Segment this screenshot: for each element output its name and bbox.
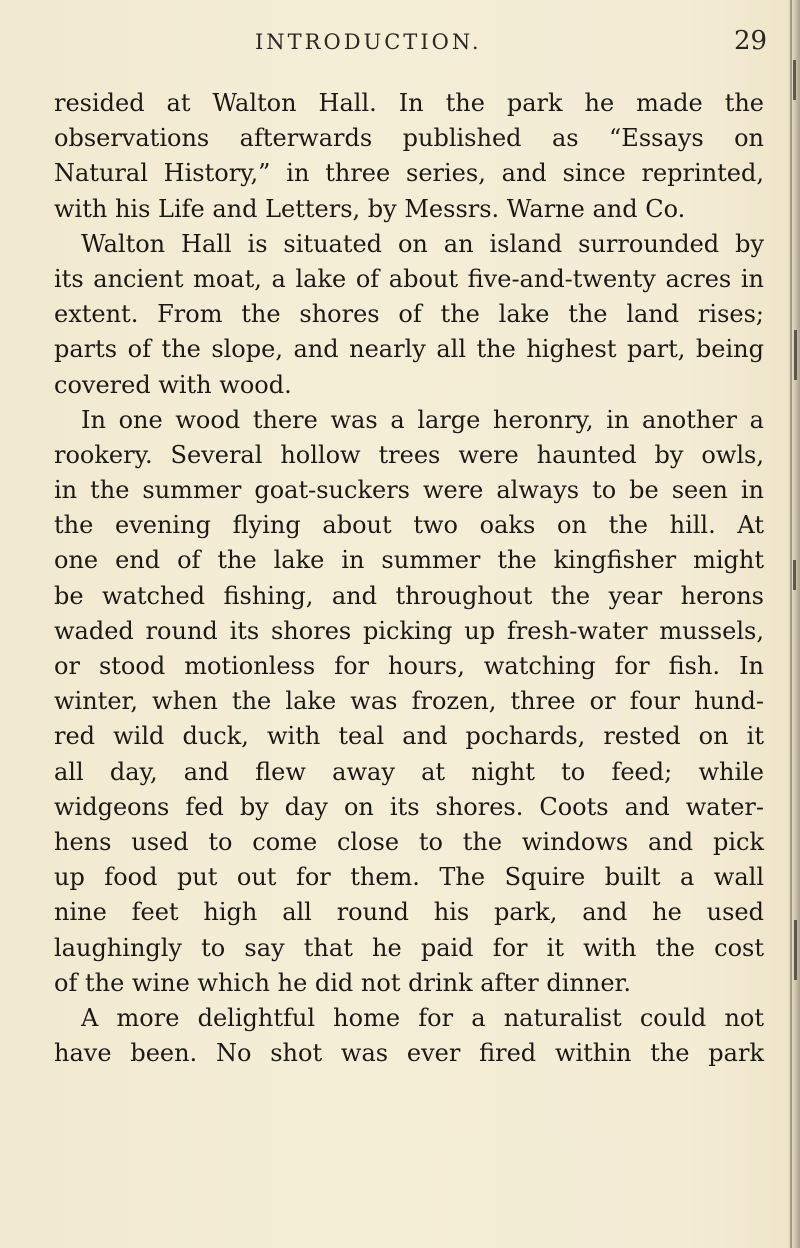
text-line: Natural History,” in three series, and since reprinted,	[54, 159, 764, 188]
page-header	[0, 18, 800, 58]
text-line: have been. No shot was ever fired within the park	[54, 1039, 764, 1068]
text-line: its ancient moat, a lake of about five-and-twenty acres in	[54, 264, 764, 293]
edge-mark	[794, 330, 797, 380]
text-line: observations afterwards published as “Essays on	[54, 124, 764, 153]
body-text	[54, 86, 764, 1071]
page-edge-shadow	[786, 0, 800, 1248]
text-line: of the wine which he did not drink after dinner.	[54, 968, 632, 997]
running-head: INTRODUCTION.	[255, 30, 482, 54]
text-line: In one wood there was a large heronry, in another a	[81, 405, 764, 434]
text-line: extent. From the shores of the lake the land rises;	[54, 300, 764, 329]
text-line: covered with wood.	[54, 370, 292, 399]
text-line: up food put out for them. The Squire built a wall	[54, 863, 764, 892]
text-line: or stood motionless for hours, watching for fish. In	[54, 652, 764, 680]
text-line: in the summer goat-suckers were always to be seen in	[54, 476, 764, 505]
text-line: Walton Hall is situated on an island surrounded by	[81, 229, 764, 258]
text-line: resided at Walton Hall. In the park he made the	[54, 89, 764, 117]
text-line: with his Life and Letters, by Messrs. Warne and Co.	[54, 194, 686, 223]
text-line: widgeons fed by day on its shores. Coots and water-	[54, 792, 764, 821]
text-line: parts of the slope, and nearly all the highest part, being	[54, 335, 764, 364]
text-line: rookery. Several hollow trees were haunted by owls,	[54, 440, 764, 469]
edge-mark	[793, 60, 796, 100]
text-line: A more delightful home for a naturalist could not	[81, 1003, 764, 1032]
text-line: one end of the lake in summer the kingfisher might	[54, 546, 764, 575]
page-number: 29	[734, 26, 768, 56]
page-edge-line	[790, 0, 792, 1248]
text-line: hens used to come close to the windows and pick	[54, 827, 764, 856]
text-line: red wild duck, with teal and pochards, rested on it	[54, 722, 764, 751]
text-line: all day, and flew away at night to feed; while	[54, 757, 764, 786]
text-line: the evening flying about two oaks on the hill. At	[54, 511, 764, 540]
text-line: laughingly to say that he paid for it with the cost	[54, 933, 764, 962]
text-line: nine feet high all round his park, and he used	[54, 898, 764, 927]
text-line: winter, when the lake was frozen, three or four hund-	[54, 687, 764, 716]
edge-mark	[794, 920, 797, 980]
edge-mark	[793, 560, 796, 590]
text-line: waded round its shores picking up fresh-water mussels,	[54, 616, 764, 645]
text-line: be watched fishing, and throughout the year herons	[54, 581, 764, 610]
